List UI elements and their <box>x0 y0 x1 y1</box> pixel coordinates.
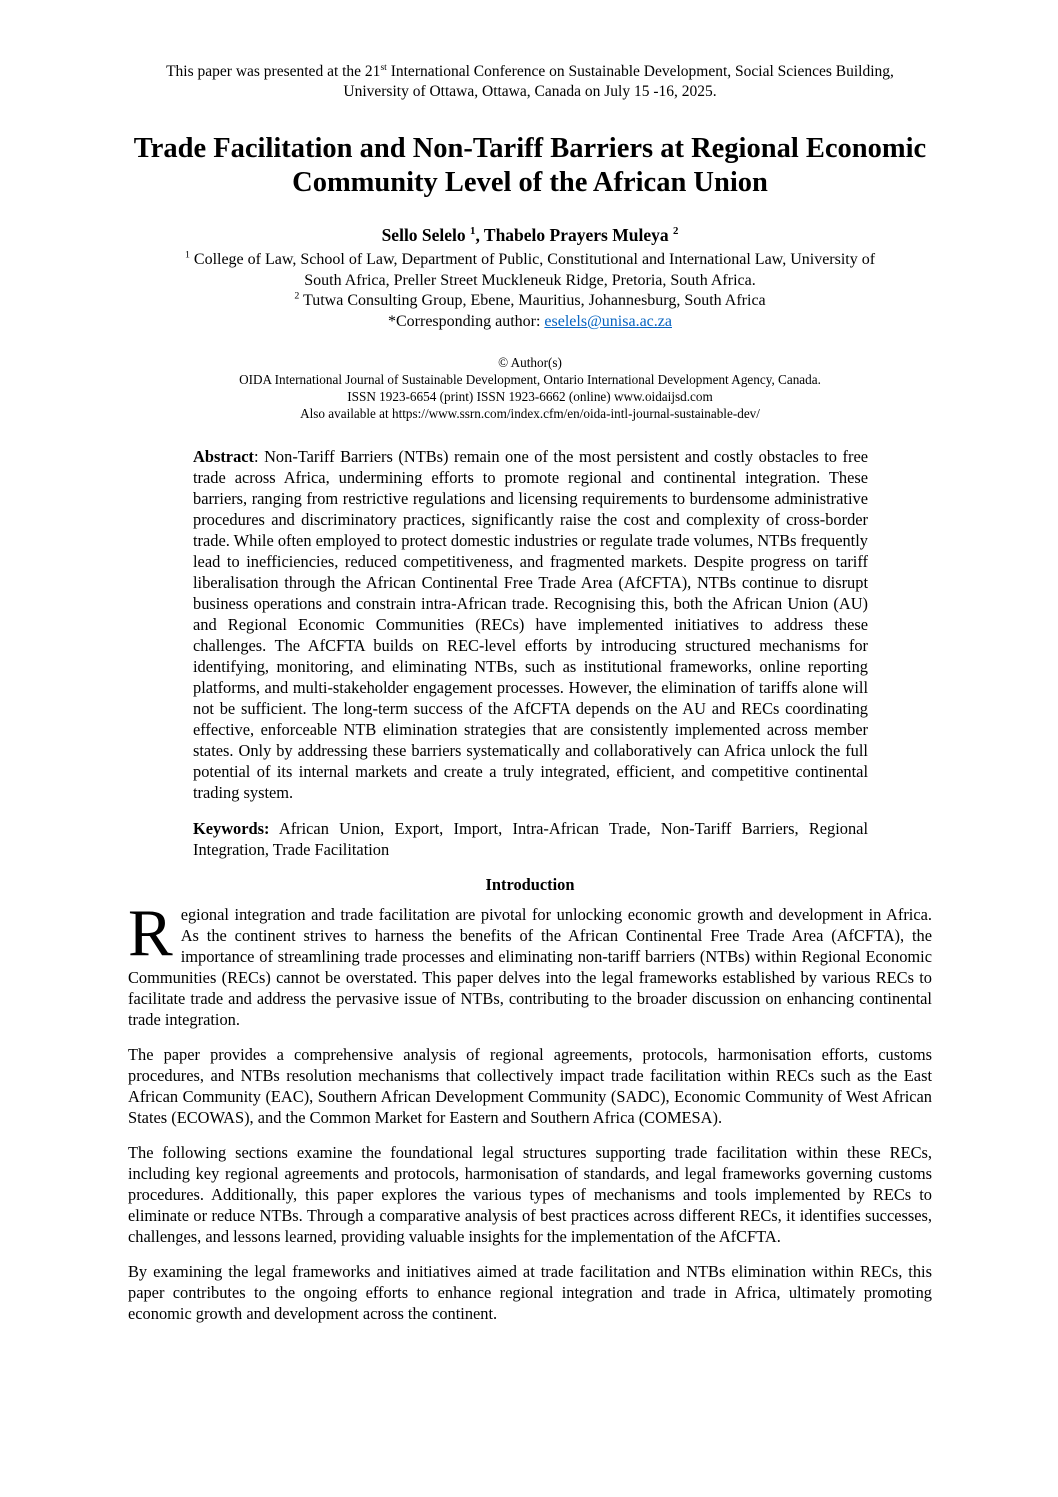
keywords-label: Keywords: <box>193 819 270 838</box>
corresponding-author-prefix: *Corresponding author: <box>388 312 545 330</box>
author-name-2: Thabelo Prayers Muleya <box>483 225 673 245</box>
author-2-superscript: 2 <box>672 225 679 238</box>
copyright-authors-line: © Author(s) <box>498 355 562 370</box>
journal-line: OIDA International Journal of Sustainable Development, Ontario International Development Agency, Canada. <box>239 372 821 387</box>
introduction-paragraph-3: The following sections examine the foundational legal structures supporting trade facilitation within these RECs, including key regional agreements and protocols, harmonisation of standards, and legal frameworks governing customs procedures. Additionally, this paper explores the various types of mechanisms and tools implemented by RECs to eliminate or reduce NTBs. Through a comparative analysis of best practices across different RECs, it identifies successes, challenges, and lessons learned, providing valuable insights for the implementation of the AfCFTA. <box>128 1143 932 1246</box>
introduction-paragraph-1-text: egional integration and trade facilitation are pivotal for unlocking economic growth and development in Africa. As the continent strives to harness the benefits of the African Continental Free Trade Area (AfCFTA), the importance of streamlining trade processes and eliminating non-tariff barriers (NTBs) within Regional Economic Communities (RECs) cannot be overstated. This paper delves into the legal frameworks established by various RECs to facilitate trade and address the pervasive issue of NTBs, contributing to the broader discussion on enhancing continental trade integration. <box>128 905 932 1029</box>
availability-line: Also available at https://www.ssrn.com/index.cfm/en/oida-intl-journal-sustainable-dev/ <box>300 406 760 421</box>
introduction-paragraph-4: By examining the legal frameworks and initiatives aimed at trade facilitation and NTBs elimination within RECs, this paper contributes to the ongoing efforts to enhance regional integration and trade in Africa, ultimately promoting economic growth and development across the continent. <box>128 1262 932 1323</box>
abstract-label: Abstract <box>193 447 254 466</box>
authors-line <box>128 225 932 246</box>
affiliation-2-superscript: 2 <box>294 290 300 302</box>
keywords <box>193 818 868 860</box>
introduction-paragraph-1 <box>128 896 932 1030</box>
issn-line: ISSN 1923-6654 (print) ISSN 1923-6662 (online) www.oidaijsd.com <box>347 389 713 404</box>
dropcap-letter: R <box>128 896 173 970</box>
author-1-superscript: 1 <box>470 225 476 238</box>
abstract-text: : Non-Tariff Barriers (NTBs) remain one of the most persistent and costly obstacles to free trade across Africa, undermining efforts to promote regional and continental integration. These barriers, ranging from restrictive regulations and licensing requirements to burdensome administrative procedures and discriminatory practices, significantly raise the cost and complexity of cross-border trade. While often employed to protect domestic industries or regulate trade volumes, NTBs frequently lead to inefficiencies, reduced competitiveness, and fragmented markets. Despite progress on tariff liberalisation through the African Continental Free Trade Area (AfCFTA), NTBs continue to disrupt business operations and constrain intra-African trade. Recognising this, both the African Union (AU) and Regional Economic Communities (RECs) have implemented initiatives to address these challenges. The AfCFTA builds on REC-level efforts by introducing structured mechanisms for identifying, monitoring, and eliminating NTBs, such as institutional frameworks, online reporting platforms, and multi-stakeholder engagement processes. However, the elimination of tariffs alone will not be sufficient. The long-term success of the AfCFTA depends on the AU and RECs coordinating effective, enforceable NTB elimination strategies that are consistently implemented across member states. Only by addressing these barriers systematically and collaboratively can Africa unlock the full potential of its internal markets and create a truly integrated, efficient, and competitive continental trading system. <box>193 447 868 802</box>
affiliation-1-superscript: 1 <box>184 249 190 261</box>
conference-note-superscript: st <box>380 61 387 73</box>
affiliation-2 <box>170 291 890 312</box>
authors-separator: , <box>475 225 484 245</box>
author-name-1: Sello Selelo <box>381 225 471 245</box>
keywords-text: African Union, Export, Import, Intra-African Trade, Non-Tariff Barriers, Regional Integration, Trade Facilitation <box>193 819 868 859</box>
affiliation-2-text: Tutwa Consulting Group, Ebene, Mauritius, Johannesburg, South Africa <box>299 292 766 309</box>
conference-note-text: This paper was presented at the 21 <box>166 63 381 80</box>
conference-note <box>158 62 902 102</box>
introduction-heading: Introduction <box>485 875 575 894</box>
abstract <box>193 446 868 803</box>
corresponding-author-email-link[interactable]: eselels@unisa.ac.za <box>544 312 672 330</box>
affiliation-1-text: College of Law, School of Law, Department of Public, Constitutional and International Law, University of South Africa, Preller Street Muckleneuk Ridge, Pretoria, South Africa. <box>189 251 876 289</box>
introduction-paragraph-2: The paper provides a comprehensive analysis of regional agreements, protocols, harmonisation efforts, customs procedures, and NTBs resolution mechanisms that collectively impact trade facilitation within RECs such as the East African Community (EAC), Southern African Development Community (SADC), Economic Community of West African States (ECOWAS), and the Common Market for Eastern and Southern Africa (COMESA). <box>128 1045 932 1127</box>
corresponding-author-line <box>128 312 932 333</box>
paper-title: Trade Facilitation and Non-Tariff Barriers at Regional Economic Community Level of the African Union <box>133 133 927 198</box>
affiliations <box>128 250 932 332</box>
copyright-block <box>128 354 932 422</box>
conference-note-text-rest: International Conference on Sustainable Development, Social Sciences Building, University of Ottawa, Ottawa, Canada on July 15 -16, 2025. <box>343 63 894 100</box>
affiliation-1 <box>170 250 890 291</box>
